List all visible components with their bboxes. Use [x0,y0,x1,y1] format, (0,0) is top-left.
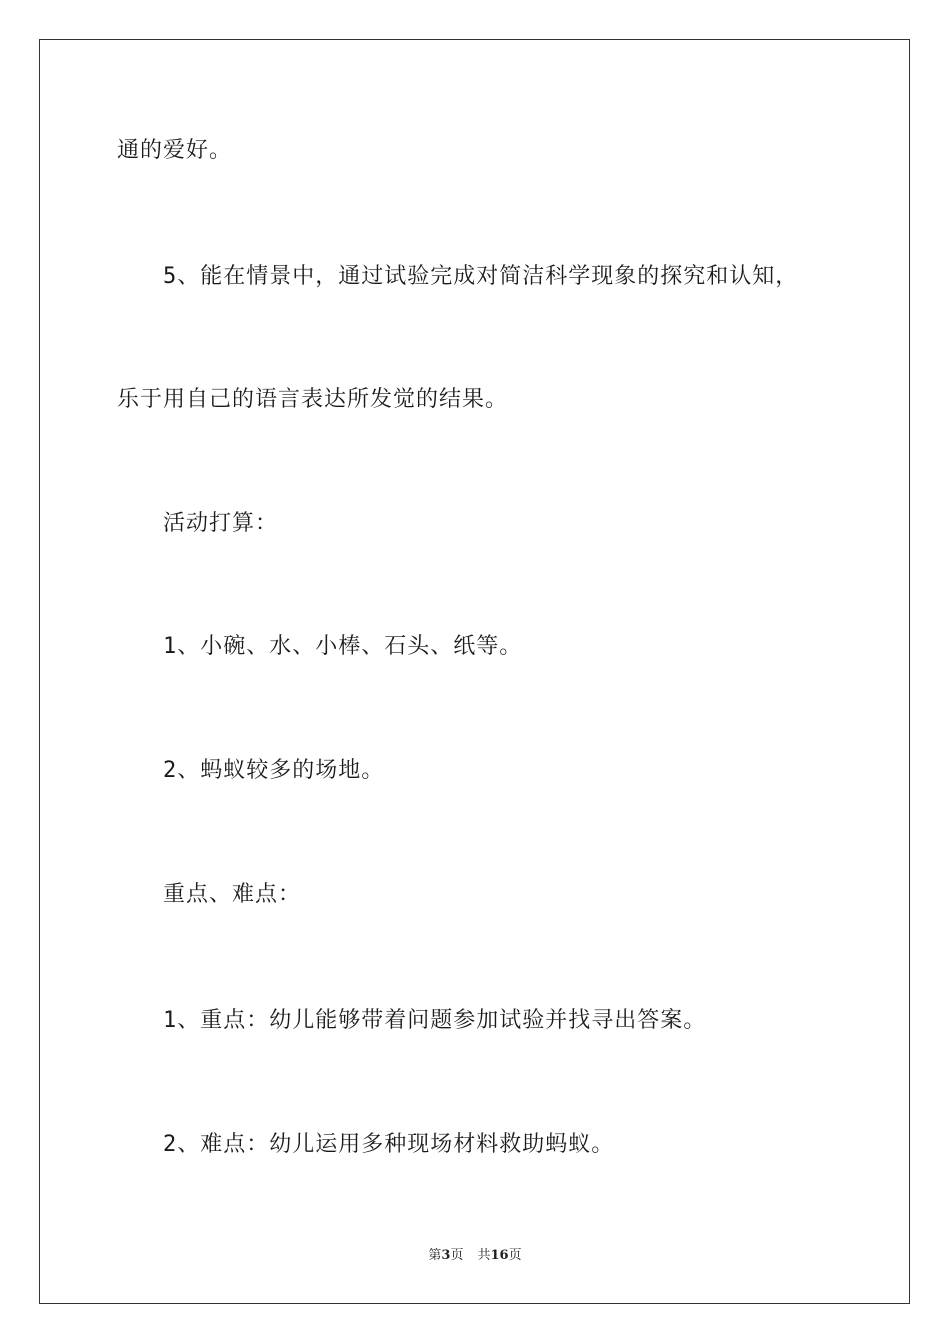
footer-total-pages: 16 [490,1248,509,1263]
footer-page-suffix: 页 [450,1248,464,1263]
section-heading-key-points: 重点、难点： [163,882,302,907]
list-item-key-point: 1、重点：幼儿能够带着问题参加试验并找寻出答案。 [163,1008,707,1033]
list-item-preparation-2: 2、蚂蚁较多的场地。 [163,758,385,783]
page-border [39,39,910,1304]
paragraph-1: 通的爱好。 [117,138,233,163]
footer-total-suffix: 页 [508,1248,522,1263]
list-item-preparation-1: 1、小碗、水、小棒、石头、纸等。 [163,634,523,659]
list-item-difficult-point: 2、难点：幼儿运用多种现场材料救助蚂蚁。 [163,1132,615,1157]
page-footer [0,1247,950,1265]
section-heading-preparation: 活动打算： [163,511,279,536]
paragraph-2: 5、能在情景中，通过试验完成对简洁科学现象的探究和认知， [163,264,799,289]
footer-page-prefix: 第 [428,1248,442,1263]
footer-page-number: 3 [441,1248,451,1263]
footer-total-prefix: 共 [477,1248,491,1263]
paragraph-3: 乐于用自己的语言表达所发觉的结果。 [117,387,509,412]
